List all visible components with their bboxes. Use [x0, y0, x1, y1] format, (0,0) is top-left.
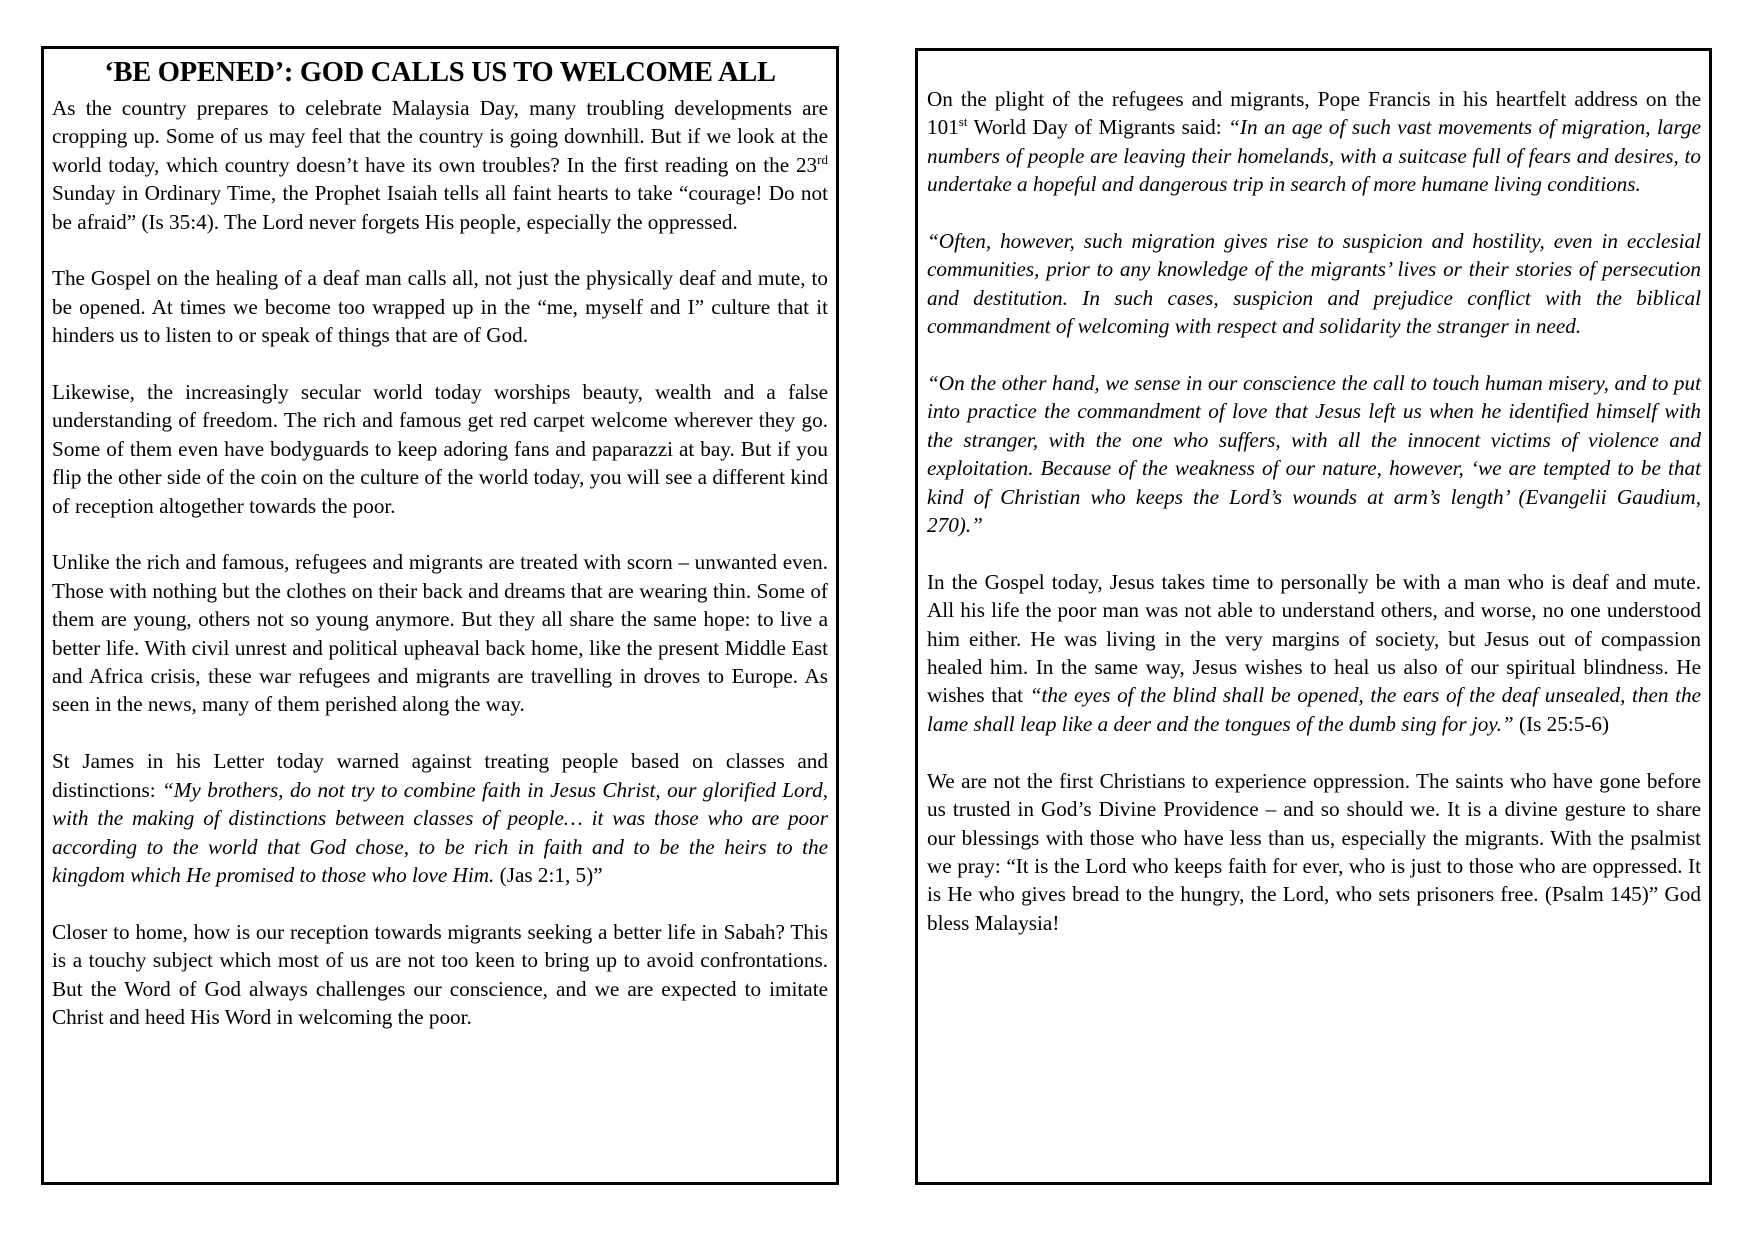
paragraph-pope-quote-2: [927, 227, 1701, 341]
paragraph-gospel-healing: The Gospel on the healing of a deaf man calls all, not just the physically deaf and mute, to be opened. At times we become too wrapped up in the “me, myself and I” culture that it hinders us to listen to or speak of things that are of God.: [52, 266, 828, 348]
paragraph-text: St James in his Letter today warned against treating people based on classes and distinctions:: [52, 749, 828, 802]
paragraph-text: As the country prepares to celebrate Malaysia Day, many troubling developments are cropping up. Some of us may feel that the country is going downhill. But if we look at the world today, which country doesn’t have its own troubles? In the first reading on the 23: [52, 96, 828, 177]
right-page-box: [915, 48, 1712, 1185]
ordinal-suffix: st: [958, 114, 968, 130]
paragraph-closer-to-home: Closer to home, how is our reception towards migrants seeking a better life in Sabah? This is a touchy subject which most of us are not too keen to bring up to avoid confrontations. But the Word of God always challenges our conscience, and we are expected to imitate Christ and heed His Word in welcoming the poor.: [52, 919, 828, 1029]
paragraph-st-james: [52, 747, 828, 889]
scripture-quote: “My brothers, do not try to combine faith in Jesus Christ, our glorified Lord, with the making of distinctions between classes of people… it was those who are poor according to the world that God chose, to be rich in faith and to be the heirs to the kingdom which He promised to those who love Him.: [52, 777, 829, 887]
scripture-quote: “the eyes of the blind shall be opened, the ears of the deaf unsealed, then the lame shall leap like a deer and the tongues of the dumb sing for joy.”: [927, 683, 1701, 736]
ordinal-suffix: rd: [817, 151, 828, 167]
pope-quote: “On the other hand, we sense in our conscience the call to touch human misery, and to put into practice the commandment of love that Jesus left us when he identified himself with the stranger, with the one who suffers, with all the innocent victims of violence and exploitation. Because of the weakness of our nature, however, ‘we are tempted to be that kind of Christian who keeps the Lord’s wounds at arm’s length’ (Evangelii Gaudium, 270).”: [927, 371, 1701, 538]
paragraph-text: Sunday in Ordinary Time, the Prophet Isaiah tells all faint hearts to take “courage! Do not be afraid” (Is 35:4). The Lord never forgets His people, especially the oppressed.: [52, 181, 828, 234]
paragraph-text: On the plight of the refugees and migrants, Pope Francis in his heartfelt address on the 101: [927, 87, 1701, 140]
paragraph-text: World Day of Migrants said:: [967, 115, 1229, 140]
pope-quote: “Often, however, such migration gives rise to suspicion and hostility, even in ecclesial communities, prior to any knowledge of the migrants’ lives or their stories of persecution and destitution. In such cases, suspicion and prejudice conflict with the biblical commandment of welcoming with respect and solidarity the stranger in need.: [927, 229, 1701, 339]
paragraph-closing-prayer: We are not the first Christians to experience oppression. The saints who have gone before us trusted in God’s Divine Providence – and so should we. It is a divine gesture to share our blessings with those who have less than us, especially the migrants. With the psalmist we pray: “It is the Lord who keeps faith for ever, who is just to those who are oppressed. It is He who gives bread to the hungry, the Lord, who sets prisoners free. (Psalm 145)” God bless Malaysia!: [927, 768, 1701, 935]
pope-quote: “In an age of such vast movements of migration, large numbers of people are leaving their homelands, with a suitcase full of fears and desires, to undertake a hopeful and dangerous trip in search of more humane living conditions.: [927, 115, 1701, 197]
paragraph-pope-francis: [927, 85, 1701, 199]
paragraph-gospel-today: [927, 568, 1701, 738]
paragraph-pope-quote-3: [927, 369, 1701, 539]
paragraph-secular-world: Likewise, the increasingly secular world today worships beauty, wealth and a false understanding of freedom. The rich and famous get red carpet welcome wherever they go. Some of them even have bodyguards to keep adoring fans and paparazzi at bay. But if you flip the other side of the coin on the culture of the world today, you will see a different kind of reception altogether towards the poor.: [52, 380, 828, 518]
scripture-reference: (Jas 2:1, 5)”: [494, 862, 603, 887]
paragraph-malaysia-day: [52, 94, 828, 236]
article-title: ‘BE OPENED’: GOD CALLS US TO WELCOME ALL: [104, 57, 776, 88]
scripture-reference: (Is 25:5-6): [1513, 711, 1610, 736]
left-page-box: [41, 46, 839, 1185]
paragraph-refugees: Unlike the rich and famous, refugees and migrants are treated with scorn – unwanted even. Those with nothing but the clothes on their back and dreams that are wearing thin. Some of them are young, others not so young anymore. But they all share the same hope: to live a better life. With civil unrest and political upheaval back home, like the present Middle East and Africa crisis, these war refugees and migrants are travelling in droves to Europe. As seen in the news, many of them perished along the way.: [52, 550, 828, 717]
paragraph-text: In the Gospel today, Jesus takes time to personally be with a man who is deaf and mute. All his life the poor man was not able to understand others, and worse, no one understood him either. He was living in the very margins of society, but Jesus out of compassion healed him. In the same way, Jesus wishes to heal us also of our spiritual blindness. He wishes that: [927, 569, 1701, 708]
